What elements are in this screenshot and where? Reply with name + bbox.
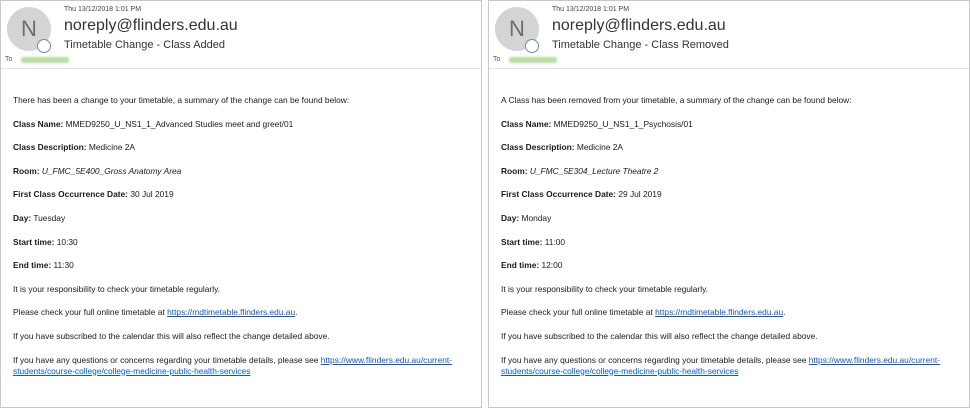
college-services-link[interactable]: https://www.flinders.edu.au/current-students/course-college/college-medicine-public-health-services	[13, 354, 453, 376]
first-occurrence-value: 29 Jul 2019	[618, 189, 662, 200]
recipient-chip[interactable]	[509, 57, 557, 63]
email-body	[501, 95, 961, 389]
room-label: Room:	[501, 165, 528, 176]
end-time-field	[13, 260, 473, 271]
questions-text	[13, 355, 473, 377]
day-field	[13, 213, 473, 224]
class-name-field	[13, 119, 473, 130]
college-services-link[interactable]: https://www.flinders.edu.au/current-students/course-college/college-medicine-public-health-services	[501, 354, 941, 376]
end-time-value: 12:00	[541, 260, 563, 271]
day-label: Day:	[501, 212, 520, 223]
class-description-field	[13, 142, 473, 153]
start-time-field	[501, 237, 961, 248]
room-field	[13, 166, 473, 177]
presence-status-icon	[525, 39, 539, 53]
first-occurrence-field	[13, 189, 473, 200]
calendar-text: If you have subscribed to the calendar this will also reflect the change detailed above.	[13, 330, 330, 341]
first-occurrence-field	[501, 189, 961, 200]
check-timetable-prefix: Please check your full online timetable at	[501, 307, 653, 318]
email-pane-class-added	[0, 0, 482, 408]
recipient-row	[5, 56, 69, 63]
room-field	[501, 166, 961, 177]
questions-text	[501, 355, 961, 377]
room-value: U_FMC_5E304_Lecture Theatre 2	[529, 165, 659, 176]
start-time-value: 10:30	[56, 236, 78, 247]
responsibility-text: It is your responsibility to check your timetable regularly.	[13, 283, 220, 294]
first-occurrence-label: First Class Occurrence Date:	[13, 189, 128, 200]
day-value: Monday	[521, 212, 552, 223]
email-date: Thu 13/12/2018 1:01 PM	[64, 6, 142, 13]
recipient-chip[interactable]	[21, 57, 69, 63]
room-label: Room:	[13, 165, 40, 176]
class-description-value: Medicine 2A	[88, 142, 135, 153]
class-description-label: Class Description:	[13, 142, 87, 153]
class-description-field	[501, 142, 961, 153]
sender-avatar[interactable]: N	[495, 7, 539, 51]
day-field	[501, 213, 961, 224]
first-occurrence-label: First Class Occurrence Date:	[501, 189, 616, 200]
day-label: Day:	[13, 212, 32, 223]
intro-text: A Class has been removed from your timetable, a summary of the change can be found below:	[501, 95, 852, 105]
end-time-label: End time:	[501, 260, 540, 271]
sender-avatar[interactable]: N	[7, 7, 51, 51]
check-timetable-suffix: .	[295, 307, 298, 318]
to-label: To	[5, 56, 13, 63]
calendar-text: If you have subscribed to the calendar this will also reflect the change detailed above.	[501, 330, 818, 341]
recipient-row	[493, 56, 557, 63]
start-time-field	[13, 237, 473, 248]
check-timetable-text	[501, 307, 961, 318]
timetable-link[interactable]: https://mdtimetable.flinders.edu.au	[655, 307, 784, 318]
questions-prefix: If you have any questions or concerns regarding your timetable details, please see	[13, 354, 319, 365]
email-subject: Timetable Change - Class Removed	[552, 39, 729, 51]
to-label: To	[493, 56, 501, 63]
start-time-value: 11:00	[544, 236, 566, 247]
sender-address[interactable]: noreply@flinders.edu.au	[552, 17, 726, 34]
check-timetable-prefix: Please check your full online timetable at	[13, 307, 165, 318]
check-timetable-suffix: .	[783, 307, 786, 318]
presence-status-icon	[37, 39, 51, 53]
intro-text: There has been a change to your timetable, a summary of the change can be found below:	[13, 95, 350, 105]
class-name-value: MMED9250_U_NS1_1_Advanced Studies meet and greet/01	[65, 118, 294, 129]
start-time-label: Start time:	[13, 236, 55, 247]
class-name-value: MMED9250_U_NS1_1_Psychosis/01	[553, 118, 693, 129]
email-body	[13, 95, 473, 389]
end-time-label: End time:	[13, 260, 52, 271]
email-date: Thu 13/12/2018 1:01 PM	[552, 6, 630, 13]
questions-prefix: If you have any questions or concerns regarding your timetable details, please see	[501, 354, 807, 365]
class-name-label: Class Name:	[13, 118, 64, 129]
sender-address[interactable]: noreply@flinders.edu.au	[64, 17, 238, 34]
first-occurrence-value: 30 Jul 2019	[130, 189, 174, 200]
room-value: U_FMC_5E400_Gross Anatomy Area	[41, 165, 182, 176]
check-timetable-text	[13, 307, 473, 318]
responsibility-text: It is your responsibility to check your timetable regularly.	[501, 283, 708, 294]
email-subject: Timetable Change - Class Added	[64, 39, 226, 51]
start-time-label: Start time:	[501, 236, 543, 247]
email-header	[489, 1, 969, 69]
class-description-label: Class Description:	[501, 142, 575, 153]
end-time-value: 11:30	[53, 260, 74, 271]
timetable-link[interactable]: https://mdtimetable.flinders.edu.au	[167, 307, 296, 318]
class-description-value: Medicine 2A	[576, 142, 623, 153]
class-name-field	[501, 119, 961, 130]
email-header	[1, 1, 481, 69]
end-time-field	[501, 260, 961, 271]
class-name-label: Class Name:	[501, 118, 552, 129]
day-value: Tuesday	[33, 212, 66, 223]
email-pane-class-removed	[488, 0, 970, 408]
